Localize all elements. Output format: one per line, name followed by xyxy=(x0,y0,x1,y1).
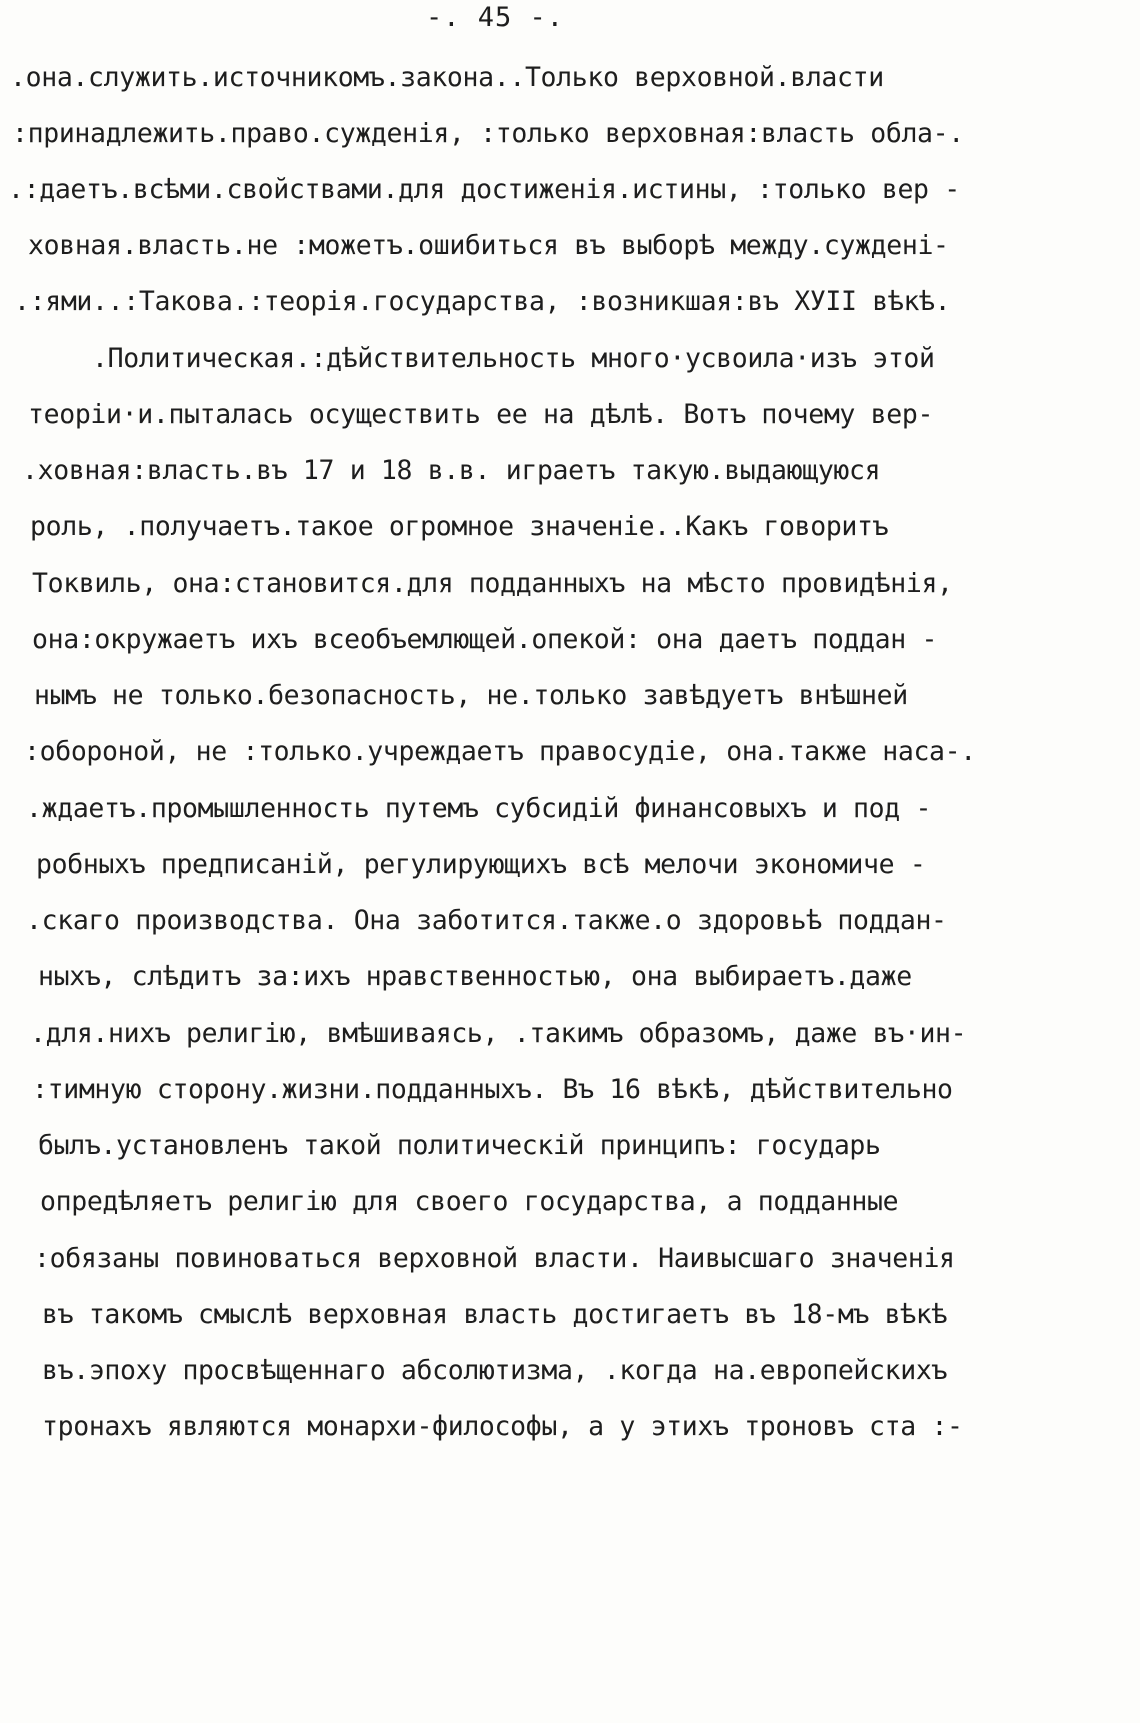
page-number: -. 45 -. xyxy=(425,2,565,33)
text-line: :принадлежить.право.сужденія, :только верховная:власть обла-. xyxy=(12,118,964,149)
text-line: она:окружаетъ ихъ всеобъемлющей.опекой: она даетъ поддан - xyxy=(32,624,938,655)
text-line: былъ.установленъ такой политическій принципъ: государь xyxy=(38,1130,881,1161)
text-line: Токвиль, она:становится.для подданныхъ на мѣсто провидѣнія, xyxy=(32,568,953,599)
text-line: :обязаны повиноваться верховной власти. Наивысшаго значенія xyxy=(34,1243,955,1274)
text-line: .ховная:власть.въ 17 и 18 в.в. играетъ такую.выдающуюся xyxy=(22,455,881,486)
text-line: .она.служить.источникомъ.закона..Только верховной.власти xyxy=(10,62,884,93)
text-line: :тимную сторону.жизни.подданныхъ. Въ 16 вѣкѣ, дѣйствительно xyxy=(32,1074,953,1105)
text-line: .ждаетъ.промышленность путемъ субсидій финансовыхъ и под - xyxy=(26,793,932,824)
text-line: ховная.власть.не :можетъ.ошибиться въ выборѣ между.суждені- xyxy=(28,230,949,261)
text-line: ныхъ, слѣдитъ за:ихъ нравственностью, она выбираетъ.даже xyxy=(38,961,912,992)
text-line: .:даетъ.всѣми.свойствами.для достиженія.истины, :только вер - xyxy=(8,174,960,205)
text-line: нымъ не только.безопасность, не.только завѣдуетъ внѣшней xyxy=(34,680,908,711)
text-line: въ такомъ смыслѣ верховная власть достигаетъ въ 18-мъ вѣкѣ xyxy=(42,1299,948,1330)
text-line: робныхъ предписаній, регулирующихъ всѣ мелочи экономиче - xyxy=(36,849,926,880)
text-line: .скаго производства. Она заботится.также.о здоровьѣ поддан- xyxy=(26,905,947,936)
text-line: .для.нихъ религію, вмѣшиваясь, .такимъ образомъ, даже въ·ин- xyxy=(30,1018,967,1049)
text-line: теоріи·и.пыталась осуществить ее на дѣлѣ. Вотъ почему вер- xyxy=(28,399,934,430)
text-line: .:ями..:Такова.:теорія.государства, :возникшая:въ ХУII вѣкѣ. xyxy=(14,286,951,317)
text-line: .Политическая.:дѣйствительность много·усвоила·изъ этой xyxy=(92,343,935,374)
text-line: :обороной, не :только.учреждаетъ правосудіе, она.также наса-. xyxy=(24,736,976,767)
text-line: тронахъ являются монархи-философы, а у этихъ троновъ ста :- xyxy=(42,1411,963,1442)
text-line: опредѣляетъ религію для своего государства, а подданные xyxy=(40,1186,899,1217)
text-line: роль, .получаетъ.такое огромное значеніе..Какъ говоритъ xyxy=(30,511,889,542)
text-line: въ.эпоху просвѣщеннаго абсолютизма, .когда на.европейскихъ xyxy=(42,1355,948,1386)
